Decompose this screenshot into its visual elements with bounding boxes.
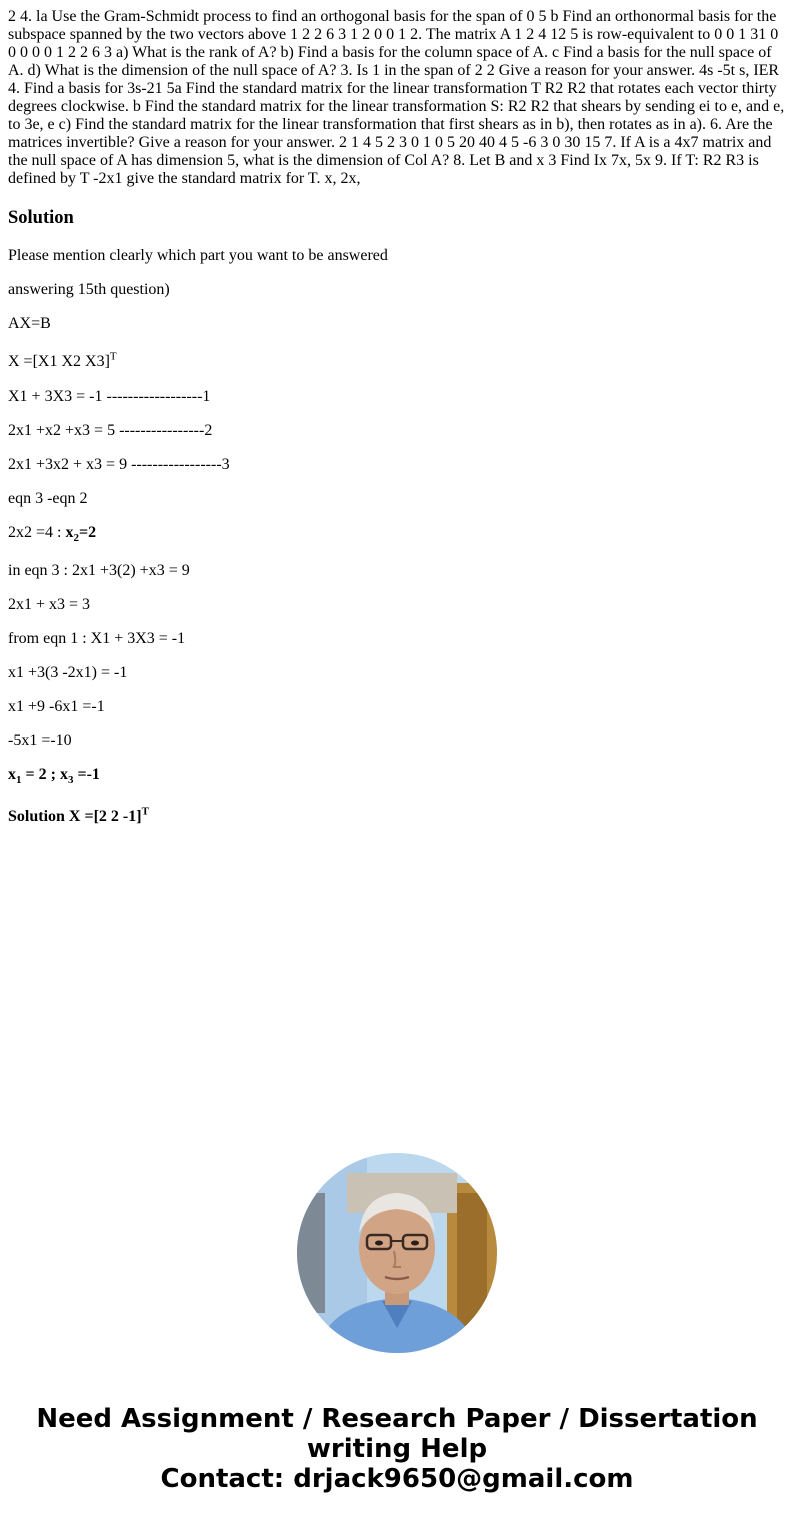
footer-line-contact: Contact: drjack9650@gmail.com: [160, 1464, 634, 1494]
solution-line-substitute: x1 +3(3 -2x1) = -1: [8, 664, 128, 681]
solution-line-from-eqn1: from eqn 1 : X1 + 3X3 = -1: [8, 630, 186, 647]
transpose-sup: T: [109, 350, 117, 363]
solution-line-eqn3: 2x1 +3x2 + x3 = 9 -----------------3: [8, 456, 230, 473]
x1-var: x: [8, 766, 16, 783]
avatar-portrait: [297, 1153, 497, 1353]
final-transpose-sup: T: [141, 805, 149, 818]
solution-line-sub-eqn3: in eqn 3 : 2x1 +3(2) +x3 = 9: [8, 562, 190, 579]
x-vector-text: X =[X1 X2 X3]: [8, 353, 110, 370]
solution-line-simplify: 2x1 + x3 = 3: [8, 596, 91, 613]
x2-var: x: [65, 524, 74, 541]
x1-value: = 2 ; x: [21, 766, 68, 783]
x3-value: =-1: [73, 766, 100, 783]
solution-line-x-vector: [8, 350, 117, 371]
solution-line-eqn2: 2x1 +x2 +x3 = 5 ----------------2: [8, 422, 213, 439]
x2-step-text: 2x2 =4 :: [8, 524, 66, 541]
solution-heading: Solution: [8, 208, 74, 228]
solution-line-final: [8, 805, 149, 826]
x1-sub: 1: [16, 774, 22, 787]
solution-line-request: Please mention clearly which part you want to be answered: [8, 247, 388, 264]
footer-line-assignment: Need Assignment / Research Paper / Dissertation: [36, 1404, 758, 1434]
footer-promo: [0, 1404, 794, 1494]
solution-line-x1-x3: [8, 766, 100, 787]
x2-sub: 2: [73, 532, 79, 545]
x2-result: [65, 524, 97, 545]
footer-line-writing-help: writing Help: [306, 1434, 488, 1464]
solution-line-answering: answering 15th question): [8, 281, 170, 298]
document-content: [8, 8, 786, 229]
solution-line-expand: x1 +9 -6x1 =-1: [8, 698, 105, 715]
final-solution-text: Solution X =[2 2 -1]: [8, 808, 142, 825]
x3-sub: 3: [67, 774, 74, 787]
solution-line-eqn1: X1 + 3X3 = -1 ------------------1: [8, 388, 211, 405]
x2-value: =2: [78, 524, 97, 541]
solution-line-x2: [8, 524, 97, 545]
solution-line-axb: AX=B: [8, 315, 51, 332]
solution-line-solve: -5x1 =-10: [8, 732, 72, 749]
author-avatar: [297, 1153, 497, 1353]
solution-line-subtract: eqn 3 -eqn 2: [8, 490, 88, 507]
question-text: 2 4. la Use the Gram-Schmidt process to find an orthogonal basis for the span of 0 5 b Find an orthonormal basis for the subspace spanned by the two vectors above 1 2 2 6 3 1 2 0 0 1 2. The matrix A 1 2 4 12 5 is row-equivalent to 0 0 1 31 0 0 0 0 0 1 2 2 6 3 a) What is the rank of A? b) Find a basis for the column space of A. c Find a basis for the null space of A. d) What is the dimension of the null space of A? 3. Is 1 in the span of 2 2 Give a reason for your answer. 4s -5t s, IER 4. Find a basis for 3s-21 5a Find the standard matrix for the linear transformation T R2 R2 that rotates each vector thirty degrees clockwise. b Find the standard matrix for the linear transformation S: R2 R2 that shears by sending ei to e, and e, to 3e, e c) Find the standard matrix for the linear transformation that first shears as in b), then rotates as in a). 6. Are the matrices invertible? Give a reason for your answer. 2 1 4 5 2 3 0 1 0 5 20 40 4 5 -6 3 0 30 15 7. If A is a 4x7 matrix and the null space of A has dimension 5, what is the dimension of Col A? 8. Let B and x 3 Find Ix 7x, 5x 9. If T: R2 R3 is defined by T -2x1 give the standard matrix for T. x, 2x,: [8, 8, 785, 187]
